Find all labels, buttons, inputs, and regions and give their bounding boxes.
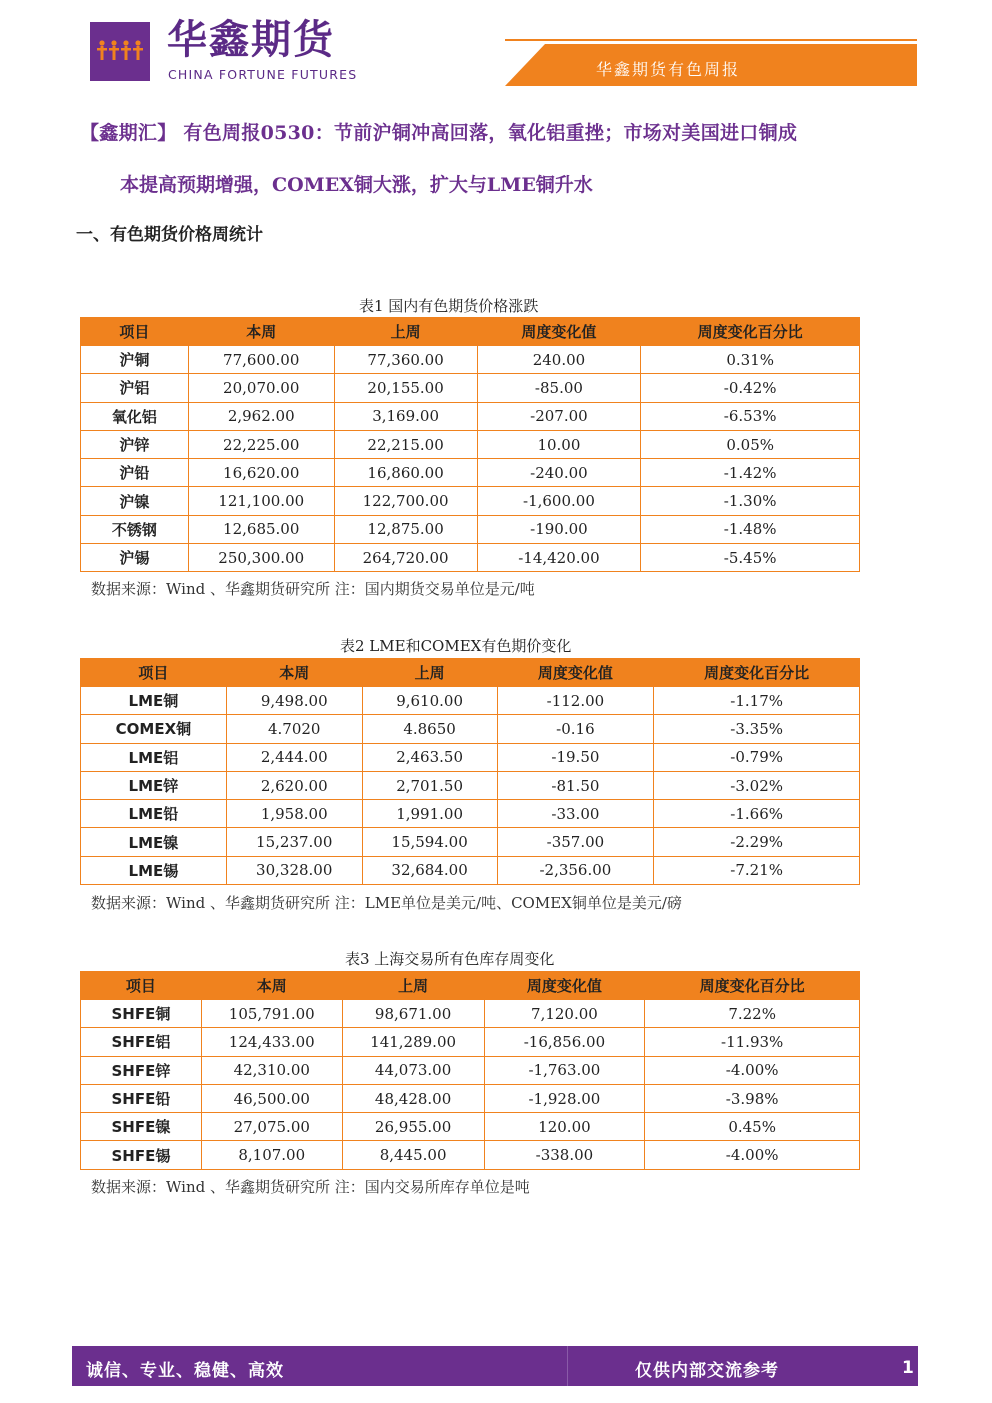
table2-caption: 表2 LME和COMEX有色期价变化 (340, 637, 572, 655)
value-cell: 0.45% (645, 1113, 860, 1141)
value-cell: 240.00 (477, 346, 641, 374)
report-title-line2: 本提高预期增强，COMEX铜大涨，扩大与LME铜升水 (120, 174, 593, 196)
value-cell: 12,875.00 (334, 515, 477, 543)
column-header: 本周 (188, 318, 334, 346)
page-footer (72, 1346, 918, 1386)
value-cell: 16,620.00 (188, 459, 334, 487)
value-cell: -0.16 (497, 715, 654, 743)
domestic-futures-price-table (80, 317, 860, 572)
value-cell: 10.00 (477, 430, 641, 458)
report-name: 华鑫期货有色周报 (596, 60, 741, 79)
table-header-row (81, 659, 860, 687)
row-label-cell: 沪铅 (81, 459, 189, 487)
value-cell: -1,600.00 (477, 487, 641, 515)
row-label-cell: SHFE锡 (81, 1141, 202, 1169)
table-row (81, 687, 860, 715)
table3-source-note: 数据来源：Wind 、华鑫期货研究所 注：国内交易所库存单位是吨 (91, 1178, 530, 1196)
value-cell: 7.22% (645, 1000, 860, 1028)
value-cell: -190.00 (477, 515, 641, 543)
value-cell: -0.79% (654, 743, 860, 771)
shfe-inventory-table (80, 971, 860, 1170)
table-row (81, 402, 860, 430)
column-header: 上周 (362, 659, 497, 687)
column-header: 上周 (334, 318, 477, 346)
footer-motto: 诚信、专业、稳健、高效 (86, 1361, 284, 1381)
table-row (81, 1141, 860, 1169)
value-cell: -33.00 (497, 800, 654, 828)
table-row (81, 1028, 860, 1056)
value-cell: 44,073.00 (342, 1056, 484, 1084)
value-cell: 2,620.00 (226, 771, 362, 799)
table-row (81, 1056, 860, 1084)
report-title-line1: 【鑫期汇】 有色周报0530：节前沪铜冲高回落，氧化铝重挫；市场对美国进口铜成 (80, 122, 798, 144)
value-cell: 15,594.00 (362, 828, 497, 856)
row-label-cell: SHFE铝 (81, 1028, 202, 1056)
value-cell: -11.93% (645, 1028, 860, 1056)
value-cell: 1,958.00 (226, 800, 362, 828)
table-row (81, 771, 860, 799)
row-label-cell: 沪锡 (81, 544, 189, 572)
row-label-cell: LME锡 (81, 856, 227, 884)
row-label-cell: LME锌 (81, 771, 227, 799)
four-figures-logo-icon (96, 38, 144, 68)
row-label-cell: LME镍 (81, 828, 227, 856)
footer-disclaimer: 仅供内部交流参考 (635, 1361, 779, 1381)
value-cell: 22,215.00 (334, 430, 477, 458)
value-cell: -2.29% (654, 828, 860, 856)
column-header: 本周 (201, 972, 342, 1000)
value-cell: 20,155.00 (334, 374, 477, 402)
value-cell: 250,300.00 (188, 544, 334, 572)
value-cell: -5.45% (641, 544, 860, 572)
column-header: 项目 (81, 972, 202, 1000)
table3-caption: 表3 上海交易所有色库存周变化 (345, 950, 555, 968)
table1-caption: 表1 国内有色期货价格涨跌 (359, 297, 539, 315)
value-cell: 7,120.00 (484, 1000, 645, 1028)
value-cell: 124,433.00 (201, 1028, 342, 1056)
value-cell: -240.00 (477, 459, 641, 487)
value-cell: 9,498.00 (226, 687, 362, 715)
value-cell: 22,225.00 (188, 430, 334, 458)
value-cell: -112.00 (497, 687, 654, 715)
table-row (81, 1084, 860, 1112)
row-label-cell: SHFE锌 (81, 1056, 202, 1084)
value-cell: 1,991.00 (362, 800, 497, 828)
value-cell: -207.00 (477, 402, 641, 430)
value-cell: -1.42% (641, 459, 860, 487)
value-cell: 2,444.00 (226, 743, 362, 771)
value-cell: 20,070.00 (188, 374, 334, 402)
value-cell: 2,701.50 (362, 771, 497, 799)
value-cell: 12,685.00 (188, 515, 334, 543)
value-cell: 26,955.00 (342, 1113, 484, 1141)
table-row (81, 856, 860, 884)
value-cell: 3,169.00 (334, 402, 477, 430)
value-cell: 121,100.00 (188, 487, 334, 515)
value-cell: -6.53% (641, 402, 860, 430)
value-cell: -2,356.00 (497, 856, 654, 884)
value-cell: 122,700.00 (334, 487, 477, 515)
value-cell: 2,962.00 (188, 402, 334, 430)
value-cell: -81.50 (497, 771, 654, 799)
row-label-cell: COMEX铜 (81, 715, 227, 743)
column-header: 周度变化值 (484, 972, 645, 1000)
row-label-cell: 氧化铝 (81, 402, 189, 430)
table-row (81, 374, 860, 402)
value-cell: 27,075.00 (201, 1113, 342, 1141)
value-cell: -4.00% (645, 1056, 860, 1084)
value-cell: 77,360.00 (334, 346, 477, 374)
value-cell: 15,237.00 (226, 828, 362, 856)
value-cell: -1.17% (654, 687, 860, 715)
page-number: 1 (902, 1358, 914, 1378)
row-label-cell: 沪锌 (81, 430, 189, 458)
row-label-cell: SHFE铅 (81, 1084, 202, 1112)
value-cell: -3.98% (645, 1084, 860, 1112)
value-cell: 264,720.00 (334, 544, 477, 572)
value-cell: 4.7020 (226, 715, 362, 743)
value-cell: -19.50 (497, 743, 654, 771)
table2-source-note: 数据来源：Wind 、华鑫期货研究所 注：LME单位是美元/吨、COMEX铜单位是美元/磅 (91, 894, 682, 912)
value-cell: -16,856.00 (484, 1028, 645, 1056)
value-cell: 120.00 (484, 1113, 645, 1141)
column-header: 项目 (81, 659, 227, 687)
value-cell: -3.35% (654, 715, 860, 743)
value-cell: 77,600.00 (188, 346, 334, 374)
value-cell: 2,463.50 (362, 743, 497, 771)
brand-name-en: CHINA FORTUNE FUTURES (168, 67, 358, 82)
value-cell: 30,328.00 (226, 856, 362, 884)
column-header: 周度变化值 (497, 659, 654, 687)
footer-divider (567, 1346, 568, 1386)
value-cell: 4.8650 (362, 715, 497, 743)
value-cell: 8,107.00 (201, 1141, 342, 1169)
lme-comex-price-table (80, 658, 860, 885)
column-header: 周度变化百分比 (645, 972, 860, 1000)
header-divider-line (505, 39, 917, 41)
value-cell: 0.05% (641, 430, 860, 458)
table-row (81, 430, 860, 458)
value-cell: -1.30% (641, 487, 860, 515)
row-label-cell: LME铝 (81, 743, 227, 771)
row-label-cell: 沪铝 (81, 374, 189, 402)
column-header: 项目 (81, 318, 189, 346)
column-header: 周度变化值 (477, 318, 641, 346)
column-header: 本周 (226, 659, 362, 687)
value-cell: -1.66% (654, 800, 860, 828)
table-row (81, 544, 860, 572)
value-cell: -1.48% (641, 515, 860, 543)
row-label-cell: SHFE铜 (81, 1000, 202, 1028)
value-cell: -3.02% (654, 771, 860, 799)
value-cell: 105,791.00 (201, 1000, 342, 1028)
value-cell: -85.00 (477, 374, 641, 402)
row-label-cell: 不锈钢 (81, 515, 189, 543)
table-header-row (81, 972, 860, 1000)
value-cell: 98,671.00 (342, 1000, 484, 1028)
table-row (81, 515, 860, 543)
row-label-cell: LME铜 (81, 687, 227, 715)
table-row (81, 487, 860, 515)
value-cell: 48,428.00 (342, 1084, 484, 1112)
table-row (81, 828, 860, 856)
value-cell: 46,500.00 (201, 1084, 342, 1112)
value-cell: 141,289.00 (342, 1028, 484, 1056)
table-row (81, 715, 860, 743)
value-cell: -357.00 (497, 828, 654, 856)
column-header: 周度变化百分比 (641, 318, 860, 346)
value-cell: -0.42% (641, 374, 860, 402)
section-heading: 一、有色期货价格周统计 (76, 225, 263, 245)
row-label-cell: LME铅 (81, 800, 227, 828)
table-header-row (81, 318, 860, 346)
column-header: 上周 (342, 972, 484, 1000)
row-label-cell: 沪镍 (81, 487, 189, 515)
row-label-cell: 沪铜 (81, 346, 189, 374)
value-cell: 8,445.00 (342, 1141, 484, 1169)
table-row (81, 1000, 860, 1028)
table-row (81, 459, 860, 487)
brand-name-cn: 华鑫期货 (167, 17, 335, 63)
value-cell: 32,684.00 (362, 856, 497, 884)
table-row (81, 743, 860, 771)
value-cell: 9,610.00 (362, 687, 497, 715)
value-cell: 0.31% (641, 346, 860, 374)
table1-source-note: 数据来源：Wind 、华鑫期货研究所 注：国内期货交易单位是元/吨 (91, 580, 535, 598)
row-label-cell: SHFE镍 (81, 1113, 202, 1141)
value-cell: -7.21% (654, 856, 860, 884)
table-row (81, 1113, 860, 1141)
company-logo (90, 22, 150, 81)
value-cell: -1,928.00 (484, 1084, 645, 1112)
table-row (81, 800, 860, 828)
value-cell: 42,310.00 (201, 1056, 342, 1084)
value-cell: -1,763.00 (484, 1056, 645, 1084)
value-cell: -14,420.00 (477, 544, 641, 572)
value-cell: -338.00 (484, 1141, 645, 1169)
table-row (81, 346, 860, 374)
value-cell: 16,860.00 (334, 459, 477, 487)
column-header: 周度变化百分比 (654, 659, 860, 687)
value-cell: -4.00% (645, 1141, 860, 1169)
